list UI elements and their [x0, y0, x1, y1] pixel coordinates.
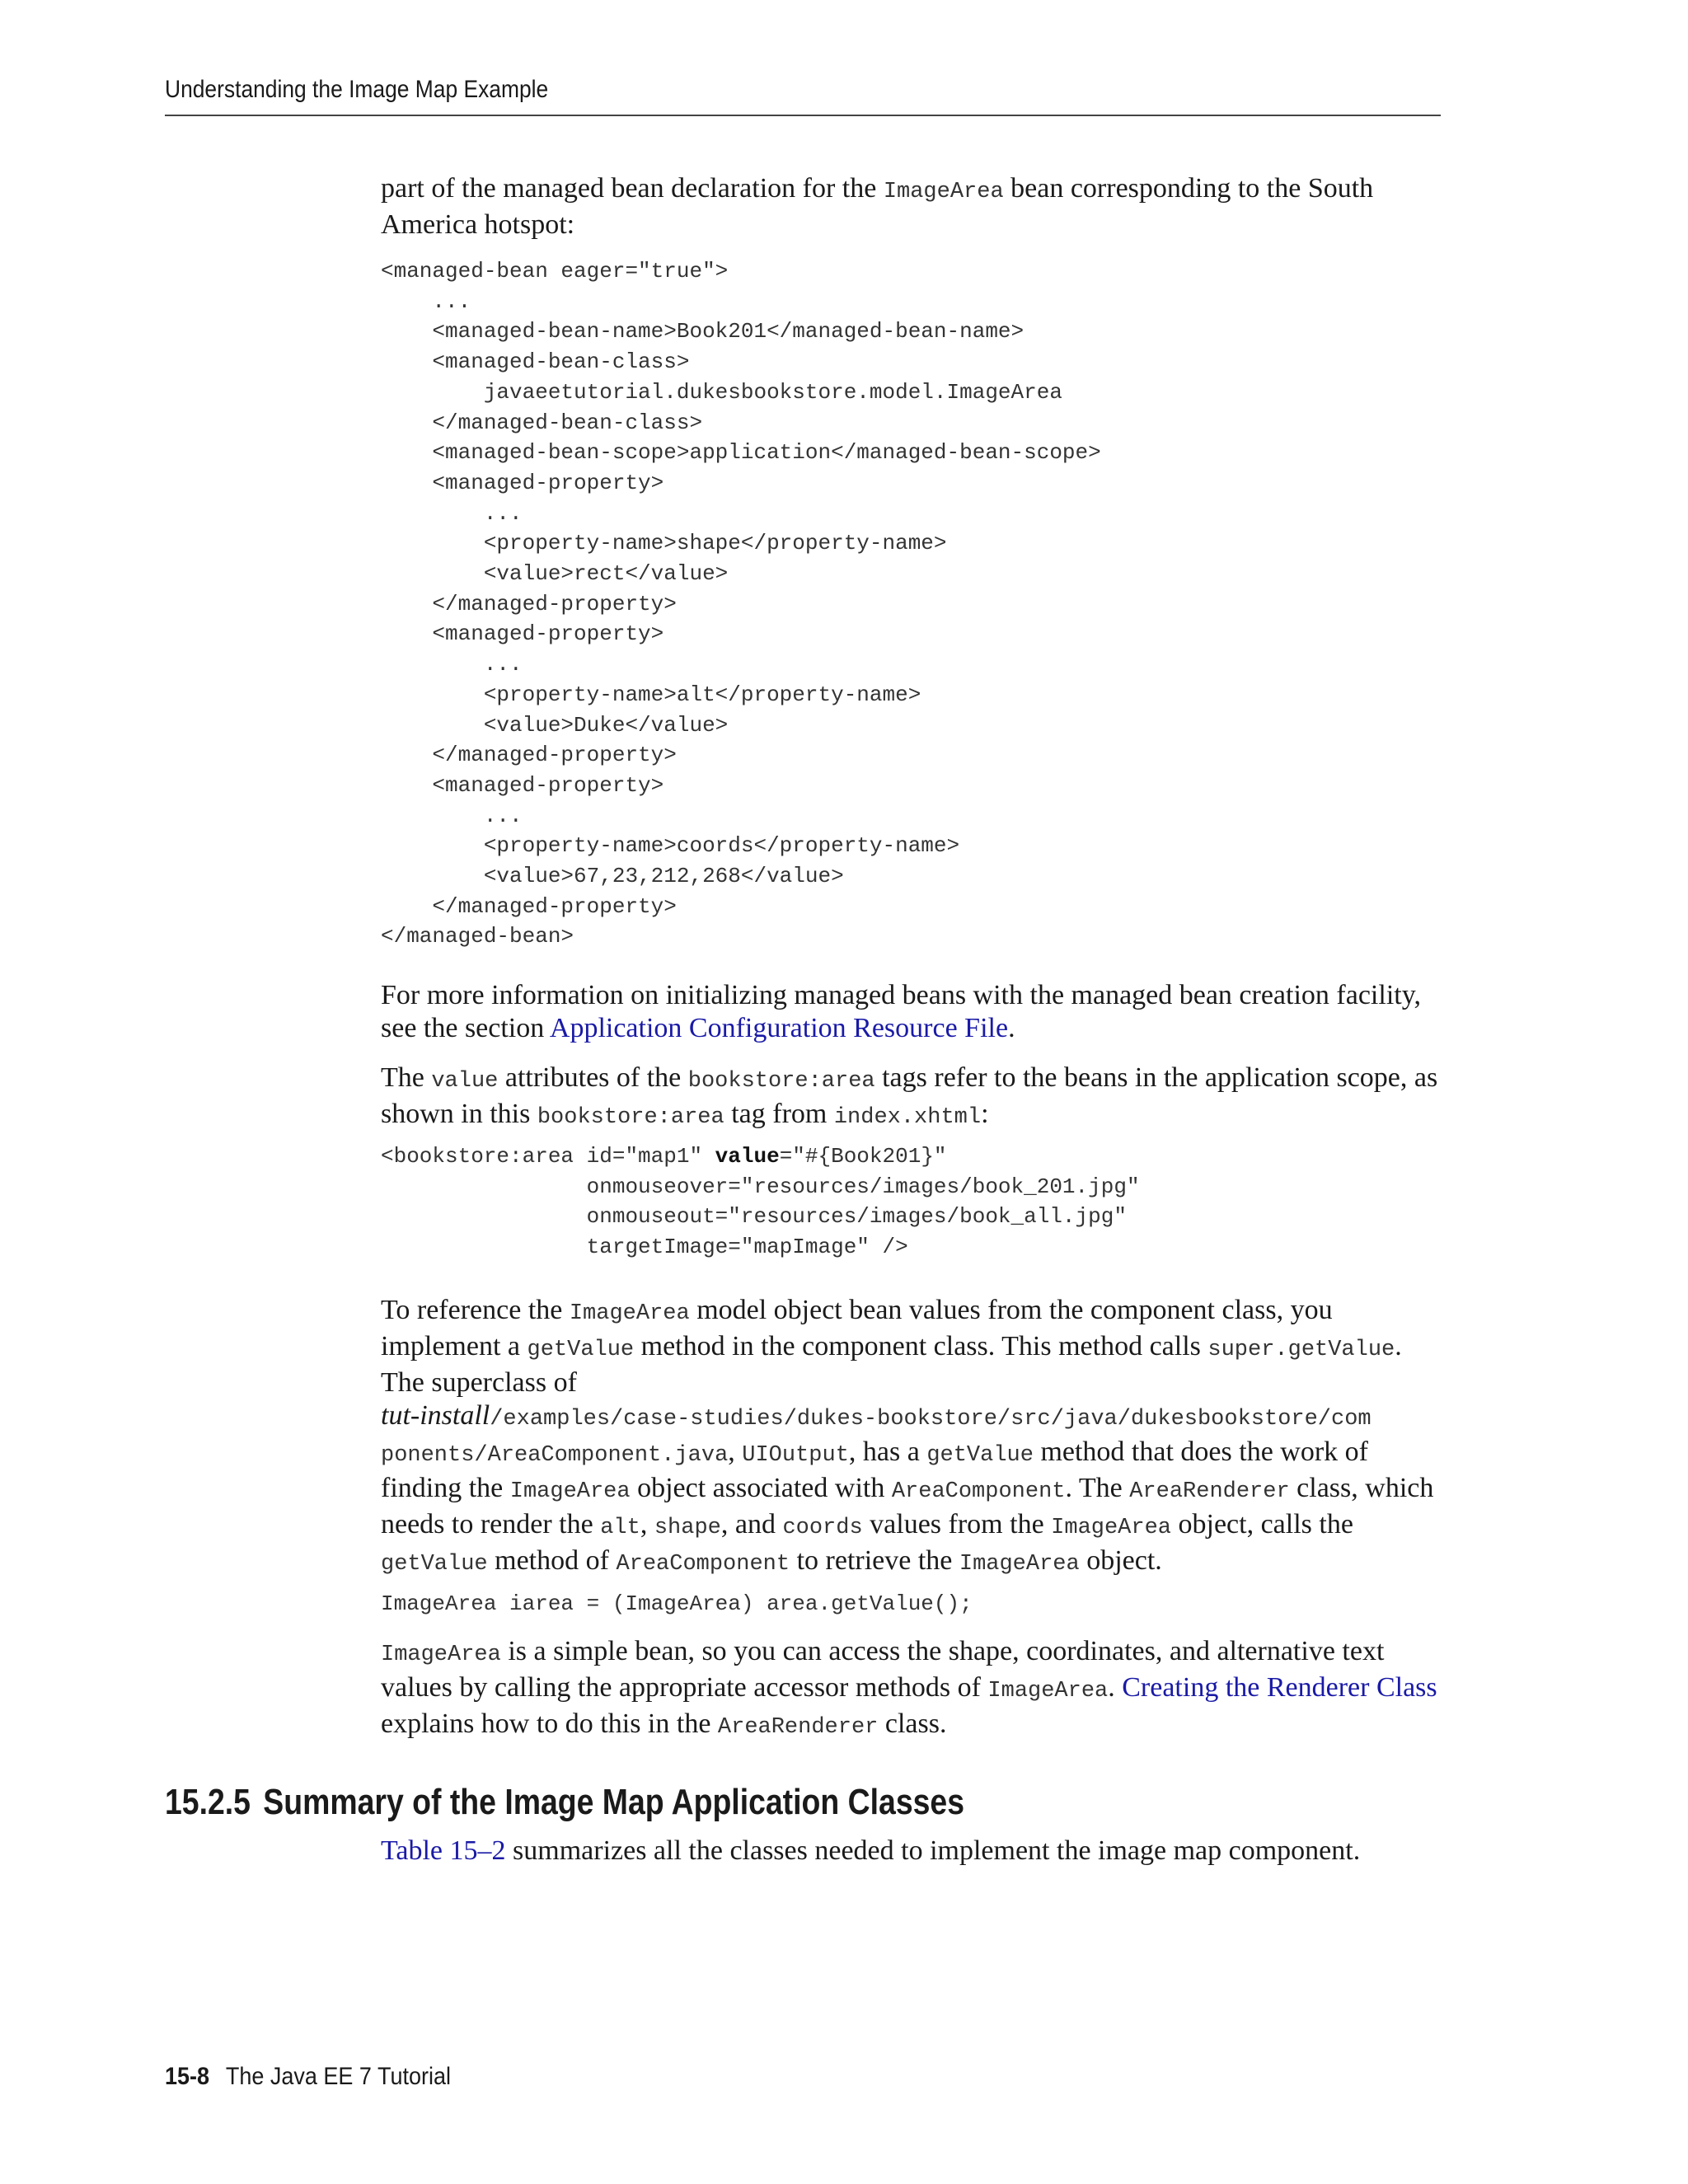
inline-code: ImageArea	[883, 180, 1004, 204]
section-title: Summary of the Image Map Application Classes	[263, 1782, 965, 1822]
paragraph-text: summarizes all the classes needed to implement the image map component.	[505, 1835, 1361, 1866]
inline-code: ImageArea	[569, 1301, 690, 1326]
inline-code: value	[431, 1069, 499, 1094]
code-line: targetImage="mapImage" />	[381, 1235, 908, 1260]
reference-paragraph	[381, 1294, 1444, 1581]
code-block-getvalue: ImageArea iarea = (ImageArea) area.getValue();	[381, 1591, 973, 1616]
paragraph-text: tags refer to the beans in the application scope, as shown in this	[381, 1062, 1438, 1129]
link-creating-renderer-class[interactable]: Creating the Renderer Class	[1122, 1672, 1437, 1703]
inline-code: ImageArea	[959, 1552, 1080, 1577]
running-header: Understanding the Image Map Example	[165, 76, 549, 103]
install-path-variable: tut-install	[381, 1400, 490, 1431]
page-footer	[165, 2063, 451, 2091]
paragraph-text: explains how to do this in the	[381, 1708, 718, 1739]
link-table-15-2[interactable]: Table 15–2	[381, 1835, 506, 1866]
paragraph-text: method in the component class. This method calls	[634, 1331, 1208, 1361]
link-app-config-resource-file[interactable]: Application Configuration Resource File	[549, 1013, 1009, 1043]
inline-code: bookstore:area	[687, 1069, 875, 1094]
inline-code: getValue	[926, 1443, 1034, 1468]
paragraph-text: For more information on initializing managed beans with the managed bean creation facility, see the section	[381, 980, 1422, 1043]
paragraph-text: tag from	[724, 1099, 834, 1129]
inline-code: alt	[600, 1516, 640, 1540]
inline-code: AreaComponent	[616, 1552, 790, 1577]
summary-paragraph	[381, 1835, 1452, 1868]
inline-code: ImageArea	[509, 1479, 631, 1504]
paragraph-text: values from the	[862, 1509, 1052, 1540]
paragraph-text: is a simple bean, so you can access the shape, coordinates, and alternative text values by calling the appropriate accessor methods of	[381, 1636, 1385, 1703]
code-line: onmouseout="resources/images/book_all.jpg"	[381, 1204, 1127, 1230]
paragraph-text: model object bean values from the component class, you implement a	[381, 1295, 1333, 1361]
code-keyword: value	[715, 1144, 780, 1169]
simple-bean-paragraph	[381, 1635, 1452, 1744]
paragraph-text: class, which needs to render the	[381, 1473, 1434, 1540]
code-block-managed-bean: <managed-bean eager="true"> ... <managed-bean-name>Book201</managed-bean-name> <managed-bean-class> javaeetutorial.dukesbookstore.model.ImageArea </managed-bean-class> <managed-bean-scope>application</managed-bean-scope> <managed-property> ... <property-name>shape</property-name> <value>rect</value> </managed-property> <managed-property> ... <property-name>alt</property-name> <value>Duke</value> </managed-property> <managed-property> ... <property-name>coords</property-name> <value>67,23,212,268</value> </managed-property> </managed-bean>	[381, 259, 1101, 949]
code-line: onmouseover="resources/images/book_201.jpg"	[381, 1174, 1140, 1199]
paragraph-text: , has a	[848, 1436, 927, 1467]
intro-text: bean corresponding to the South America hotspot:	[381, 173, 1374, 240]
paragraph-text: method of	[487, 1545, 617, 1576]
inline-code: getValue	[381, 1552, 488, 1577]
code-block-bookstore-area	[381, 1141, 1140, 1263]
paragraph-text: ,	[728, 1436, 743, 1467]
inline-code: AreaRenderer	[717, 1715, 879, 1740]
paragraph-text: object associated with	[630, 1473, 892, 1503]
inline-code: bookstore:area	[537, 1105, 724, 1130]
section-number: 15.2.5	[165, 1782, 251, 1822]
paragraph-text: :	[981, 1099, 989, 1129]
paragraph-text: . The superclass of	[381, 1331, 1402, 1398]
page-number: 15-8	[165, 2063, 210, 2090]
book-title: The Java EE 7 Tutorial	[225, 2063, 451, 2090]
paragraph-text: .	[1008, 1013, 1015, 1043]
code-line: ="#{Book201}"	[779, 1144, 947, 1169]
paragraph-text: , and	[720, 1509, 783, 1540]
inline-code: AreaComponent	[891, 1479, 1066, 1504]
section-heading	[165, 1782, 964, 1823]
paragraph-text: object, calls the	[1171, 1509, 1353, 1540]
inline-code: ImageArea	[381, 1643, 501, 1667]
code-line: <bookstore:area id="map1"	[381, 1144, 715, 1169]
paragraph-text: class.	[878, 1708, 947, 1739]
more-info-paragraph	[381, 979, 1452, 1045]
inline-code: ImageArea	[987, 1679, 1109, 1704]
paragraph-text: . The	[1065, 1473, 1130, 1503]
inline-code: AreaRenderer	[1129, 1479, 1290, 1504]
inline-code: coords	[782, 1516, 863, 1540]
inline-code: UIOutput	[742, 1443, 849, 1468]
inline-code: shape	[654, 1516, 721, 1540]
paragraph-text: To reference the	[381, 1295, 570, 1325]
intro-paragraph	[381, 172, 1452, 241]
inline-code: ImageArea	[1051, 1516, 1171, 1540]
paragraph-text: .	[1108, 1672, 1123, 1703]
inline-code-path: /examples/case-studies/dukes-bookstore/src/java/dukesbookstore/com ponents/AreaComponent.java	[381, 1407, 1372, 1468]
paragraph-text: method that does the work of finding the	[381, 1436, 1368, 1503]
intro-text: part of the managed bean declaration for the	[381, 173, 884, 204]
header-rule	[165, 115, 1441, 116]
inline-code: super.getValue	[1207, 1338, 1395, 1362]
paragraph-text: attributes of the	[498, 1062, 688, 1093]
inline-code: index.xhtml	[833, 1105, 982, 1130]
paragraph-text: to retrieve the	[790, 1545, 959, 1576]
paragraph-text: ,	[640, 1509, 654, 1540]
inline-code: getValue	[527, 1338, 635, 1362]
paragraph-text: object.	[1079, 1545, 1162, 1576]
paragraph-text: The	[381, 1062, 432, 1093]
value-attributes-paragraph	[381, 1062, 1452, 1134]
